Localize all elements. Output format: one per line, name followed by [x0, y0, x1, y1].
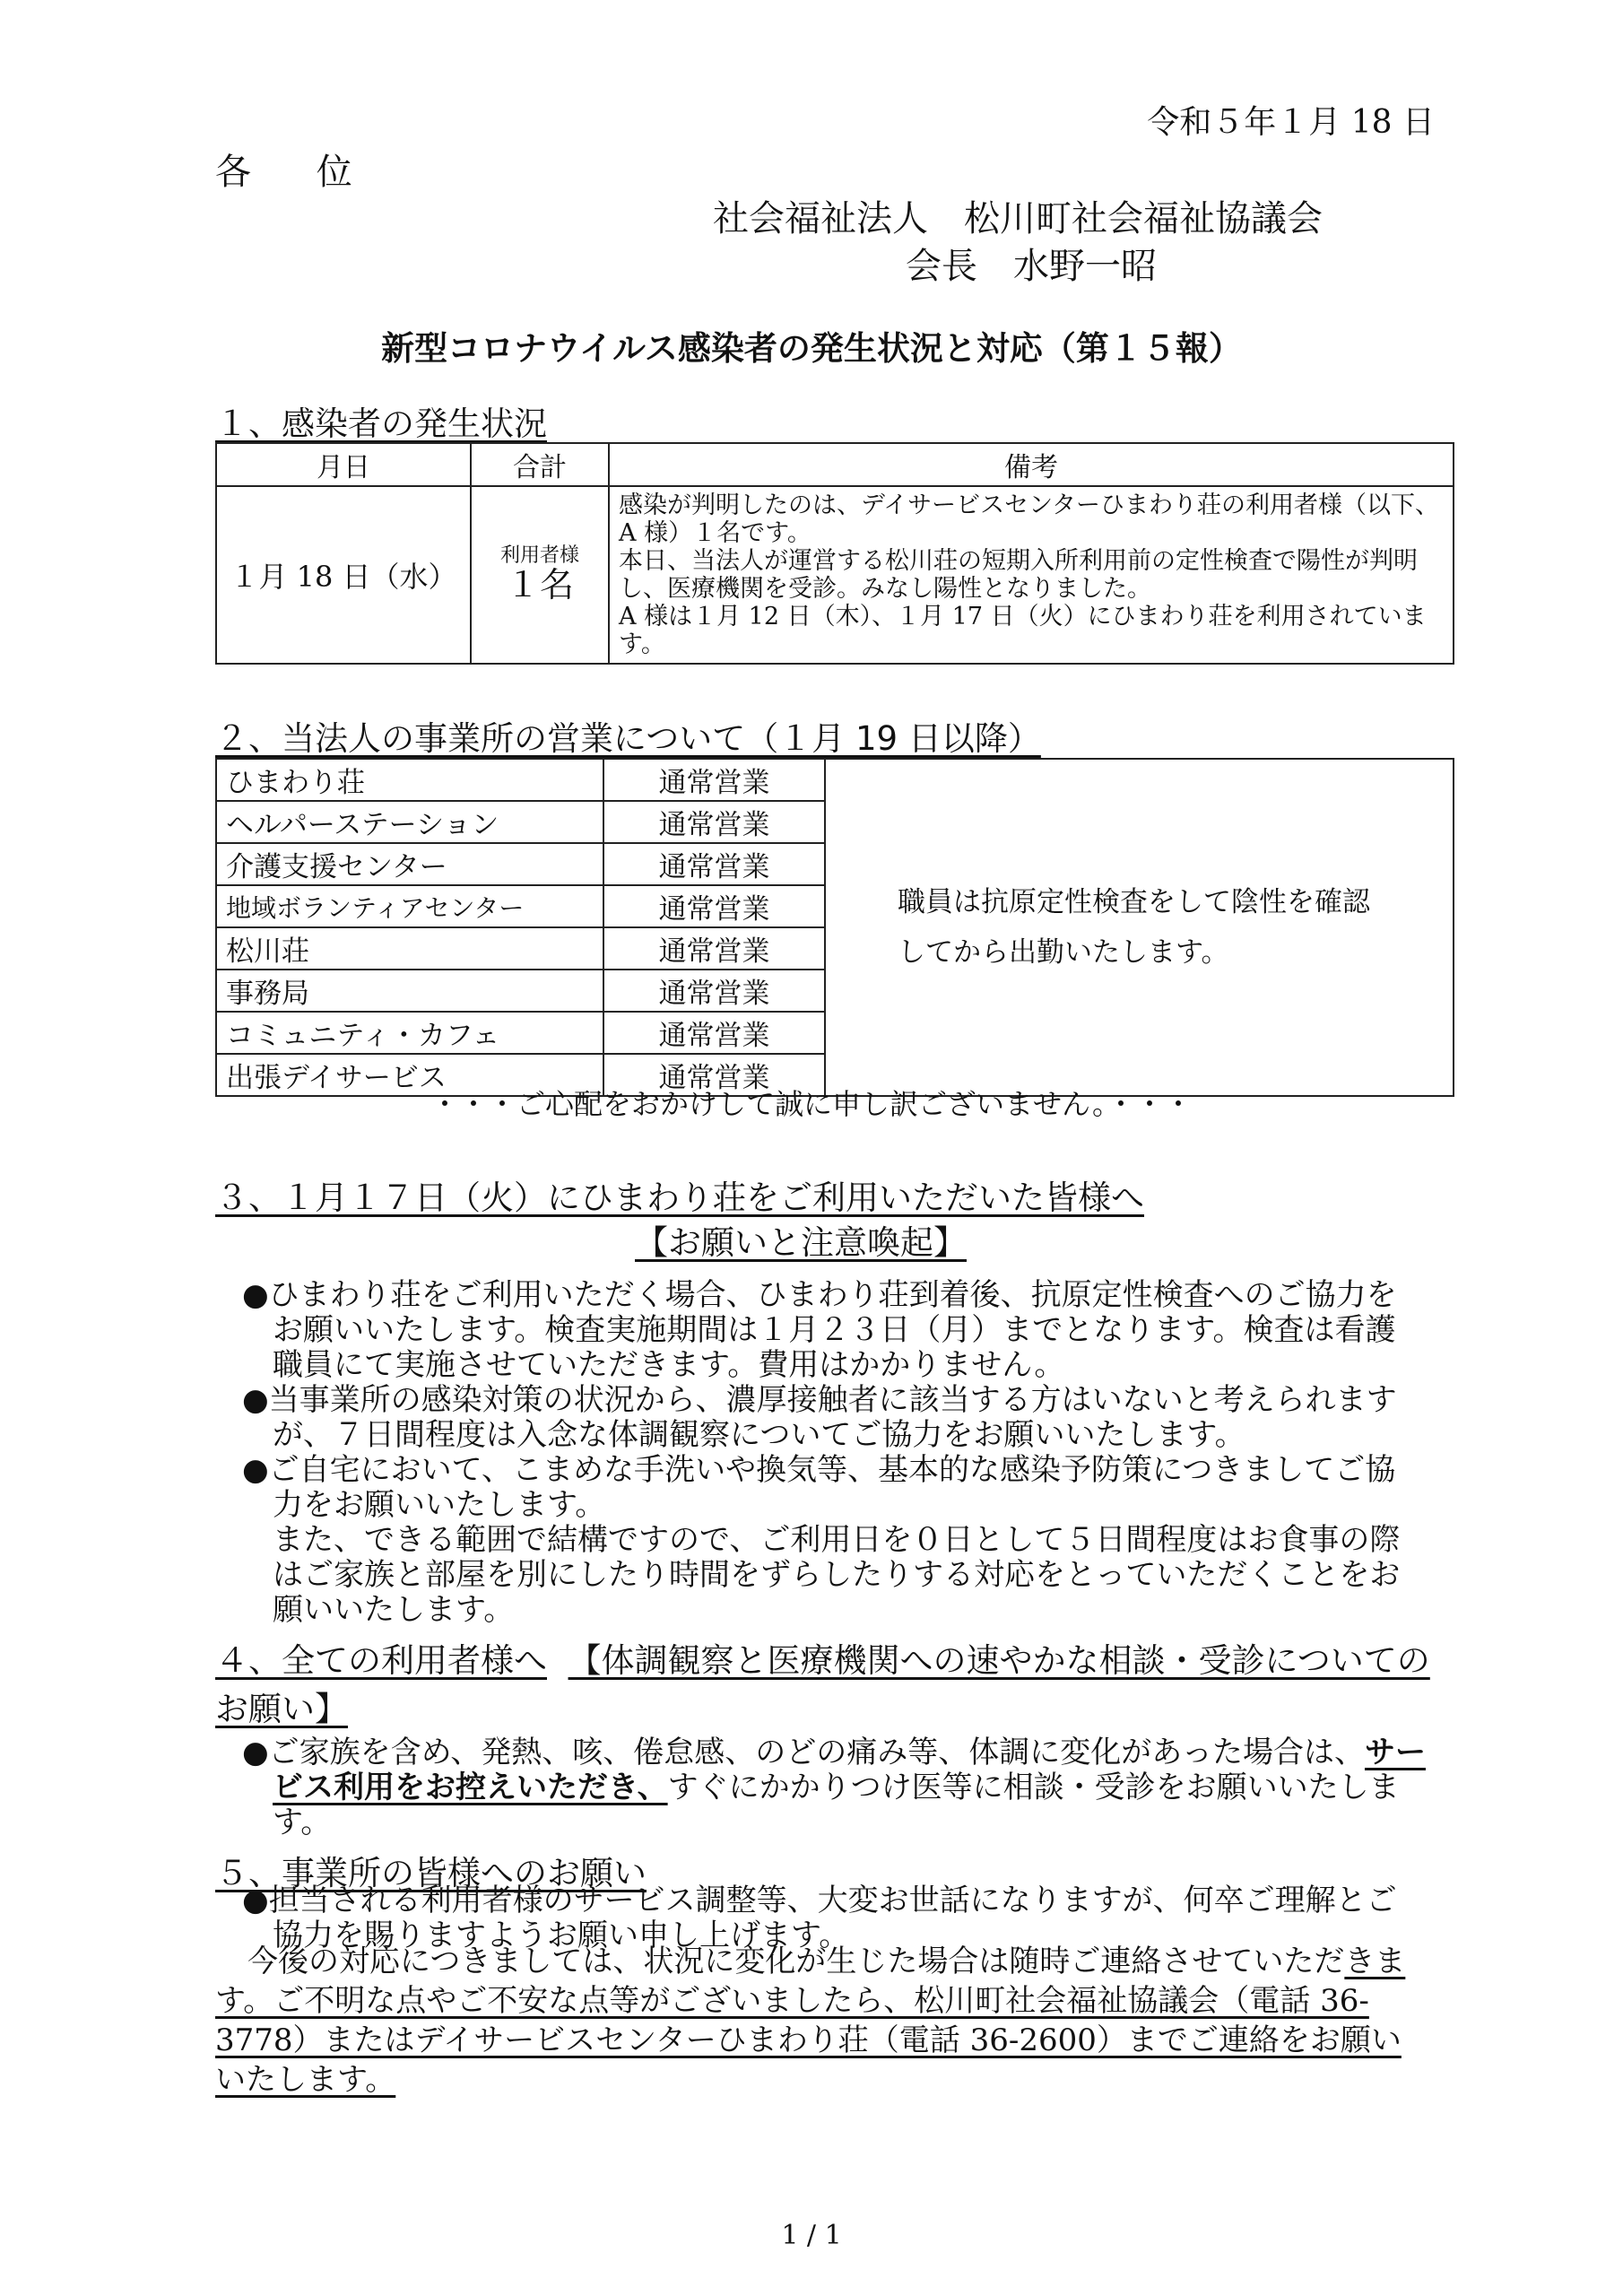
facility-status: 通常営業: [603, 759, 825, 801]
facility-name: 松川荘: [216, 927, 603, 970]
section3-body: [242, 1278, 1426, 1628]
facility-name: ヘルパーステーション: [216, 801, 603, 843]
facility-name: 介護支援センター: [216, 843, 603, 885]
addressee: 各 位: [215, 152, 379, 193]
bullet-item: ●当事業所の感染対策の状況から、濃厚接触者に該当する方はいないと考えられますが、７日間程度は入念な体調観察についてご協力をお願いいたします。: [242, 1382, 1397, 1453]
facility-remark: 職員は抗原定性検査をして陰性を確認してから出勤いたします。: [825, 759, 1454, 1096]
closing-underlined: きます。ご不明な点やご不安な点等がございましたら、松川町社会福祉協議会（電話 36-3778）またはデイサービスセンターひまわり荘（電話 36-2600）までご連絡をお願いいたします。: [215, 1944, 1406, 2098]
note-line: A 様は１月 12 日（木）、１月 17 日（火）にひまわり荘を利用されています。: [619, 603, 1427, 658]
bullet-item: ●ご自宅において、こまめな手洗いや換気等、基本的な感染予防策につきましてご協力をお願いいたします。: [242, 1452, 1396, 1523]
table-row: [216, 759, 1454, 801]
section4-heading: [215, 1637, 1435, 1734]
apology-line: ・・・ご心配をおかけして誠に申し訳ございません。・・・: [430, 1087, 1193, 1121]
section4-body: [242, 1735, 1426, 1840]
page-number: 1 / 1: [781, 2220, 842, 2251]
note-line: 本日、当法人が運営する松川荘の短期入所利用前の定性検査で陽性が判明し、医療機関を受診。みなし陽性となりました。: [619, 547, 1418, 603]
bullet-prefix: ●ご家族を含め、発熱、咳、倦怠感、のどの痛み等、体調に変化があった場合は、: [242, 1735, 1365, 1770]
note-line: 感染が判明したのは、デイサービスセンターひまわり荘の利用者様（以下、A 様）１名です。: [619, 491, 1440, 547]
section4-heading-part2: 【体調観察と医療機関への速やかな相談・受診についてのお願い】: [215, 1641, 1430, 1728]
cell-date: １月 18 日（水）: [216, 486, 471, 664]
closing-paragraph: [215, 1942, 1419, 2100]
total-value: １名: [505, 565, 574, 605]
facility-status: 通常営業: [603, 1012, 825, 1054]
bullet-suffix: すぐにかかりつけ医等に相談・受診をお願いいたします。: [273, 1770, 1400, 1840]
facility-status: 通常営業: [603, 801, 825, 843]
closing-plain: 今後の対応につきましては、状況に変化が生じた場合は随時ご連絡させていただ: [247, 1944, 1345, 1979]
facility-name: 地域ボランティアセンター: [216, 885, 603, 927]
table-header-row: [216, 443, 1454, 486]
section1-heading: １、感染者の発生状況: [215, 404, 547, 443]
facility-status: 通常営業: [603, 885, 825, 927]
section4-heading-part1: ４、全ての利用者様へ: [215, 1641, 547, 1680]
facility-status: 通常営業: [603, 970, 825, 1012]
section3-heading: ３、１月１７日（火）にひまわり荘をご利用いただいた皆様へ: [215, 1178, 1144, 1217]
header-date: 月日: [216, 443, 471, 486]
facility-status: 通常営業: [603, 843, 825, 885]
facility-name: 事務局: [216, 970, 603, 1012]
section2-heading: ２、当法人の事業所の営業について（１月 19 日以降）: [215, 719, 1041, 758]
organization-name: 社会福祉法人 松川町社会福祉協議会: [713, 198, 1323, 239]
section5-heading: ５、事業所の皆様へのお願い: [215, 1854, 647, 1892]
bullet-item: ●ひまわり荘をご利用いただく場合、ひまわり荘到着後、抗原定性検査へのご協力をお願いいたします。検査実施期間は１月２３日（月）までとなります。検査は看護職員にて実施させていただきます。費用はかかりません。: [242, 1277, 1397, 1383]
extra-paragraph: また、できる範囲で結構ですので、ご利用日を０日として５日間程度はお食事の際はご家族と部屋を別にしたり時間をずらしたりする対応をとっていただくことをお願いいたします。: [273, 1522, 1401, 1628]
cell-notes: [609, 486, 1454, 664]
cell-total: [471, 486, 609, 664]
header-total: 合計: [471, 443, 609, 486]
table-row: [216, 486, 1454, 664]
facility-name: ひまわり荘: [216, 759, 603, 801]
facility-name: 出張デイサービス: [216, 1054, 603, 1096]
bullet-item: ●担当される利用者様のサービス調整等、大変お世話になりますが、何卒ご理解とご協力を賜りますようお願い申し上げます。: [242, 1883, 1397, 1953]
header-notes: 備考: [609, 443, 1454, 486]
total-label: 利用者様: [499, 544, 579, 567]
bullet-item: [242, 1735, 1426, 1840]
facility-status: 通常営業: [603, 1054, 825, 1096]
facility-operations-table: [215, 758, 1454, 1097]
chairman-name: 会長 水野一昭: [906, 246, 1157, 287]
facility-name: コミュニティ・カフェ: [216, 1012, 603, 1054]
section3-subheading: 【お願いと注意喚起】: [635, 1223, 967, 1262]
bullet-emphasis: サービス利用をお控えいただき、: [273, 1735, 1426, 1805]
facility-status: 通常営業: [603, 927, 825, 970]
document-title: 新型コロナウイルス感染者の発生状況と対応（第１５報）: [381, 329, 1242, 368]
document-date: 令和５年１月 18 日: [1147, 104, 1435, 141]
infection-status-table: [215, 442, 1454, 665]
